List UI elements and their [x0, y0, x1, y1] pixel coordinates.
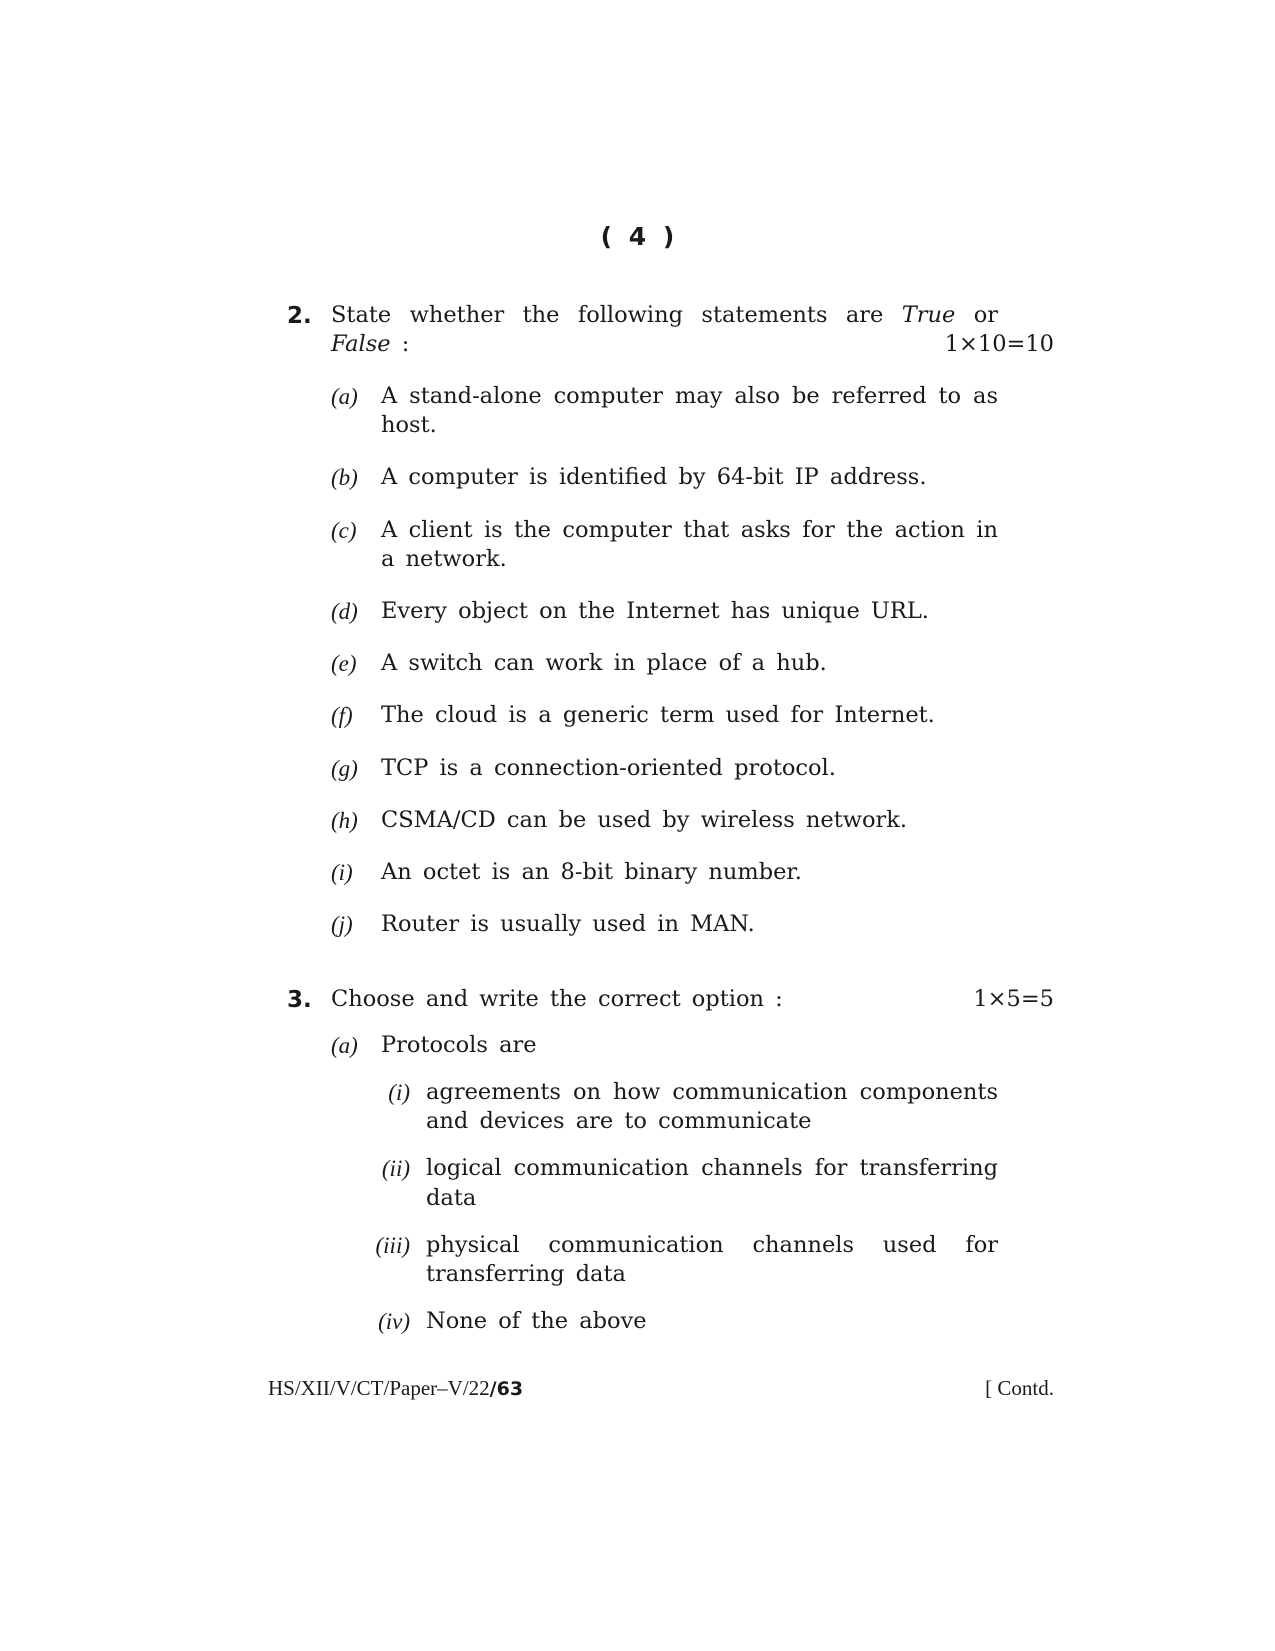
- page-number: ( 4 ): [600, 222, 675, 251]
- item-text-line1: A computer is identified by 64-bit IP address.: [381, 464, 927, 490]
- item-text-line1: Every object on the Internet has unique URL.: [381, 598, 929, 624]
- item-label: (j): [331, 912, 353, 937]
- option-label: (iv): [378, 1309, 410, 1334]
- paper-code-text: HS/XII/V/CT/Paper–V/22: [268, 1376, 490, 1400]
- option-text-line2: transferring data: [426, 1261, 626, 1287]
- paper-code-bold: /63: [489, 1378, 524, 1400]
- question-2-marks: 1×10=10: [944, 331, 1054, 357]
- question-2-text-line1: [331, 300, 998, 331]
- option-text-line2: data: [426, 1185, 477, 1211]
- item-label: (g): [331, 756, 358, 781]
- option-label: (i): [388, 1080, 410, 1105]
- item-label: (d): [331, 599, 358, 624]
- question-2-colon: :: [401, 331, 410, 357]
- question-2-or: or: [973, 302, 998, 328]
- item-text-line1: A switch can work in place of a hub.: [381, 650, 827, 676]
- item-text-line1: Router is usually used in MAN.: [381, 911, 755, 937]
- sub-question-label: (a): [331, 1033, 358, 1058]
- question-2-false: False: [331, 331, 391, 357]
- item-text-line1: The cloud is a generic term used for Internet.: [381, 702, 935, 728]
- option-label: (ii): [381, 1156, 410, 1181]
- option-text-line1: None of the above: [426, 1308, 647, 1334]
- item-text-line2: host.: [381, 412, 437, 438]
- question-3-text: Choose and write the correct option :: [331, 986, 783, 1012]
- option-text-line1: physical communication channels used for: [426, 1232, 998, 1258]
- item-text-line2: a network.: [381, 546, 507, 572]
- question-2-text-line2: [331, 329, 409, 360]
- item-label: (e): [331, 651, 357, 676]
- item-text-line1: CSMA/CD can be used by wireless network.: [381, 807, 908, 833]
- question-2-true: True: [901, 302, 956, 328]
- item-label: (a): [331, 384, 358, 409]
- item-text-line1: An octet is an 8-bit binary number.: [381, 859, 802, 885]
- item-label: (b): [331, 465, 358, 490]
- item-label: (c): [331, 518, 357, 543]
- question-2-number: 2.: [287, 303, 312, 329]
- question-3-marks: 1×5=5: [973, 986, 1054, 1012]
- option-text-line1: logical communication channels for transferring: [426, 1155, 998, 1181]
- item-text-line1: A stand-alone computer may also be referred to as: [381, 383, 998, 409]
- item-label: (f): [331, 703, 353, 728]
- option-label: (iii): [375, 1233, 410, 1258]
- paper-code: [268, 1375, 523, 1402]
- continued-marker: [ Contd.: [985, 1376, 1054, 1400]
- question-3-number: 3.: [287, 987, 312, 1013]
- option-text-line1: agreements on how communication components: [426, 1079, 998, 1105]
- sub-question-text: Protocols are: [381, 1032, 537, 1058]
- item-label: (i): [331, 860, 353, 885]
- option-text-line2: and devices are to communicate: [426, 1108, 812, 1134]
- item-text-line1: A client is the computer that asks for the action in: [381, 517, 998, 543]
- item-text-line1: TCP is a connection-oriented protocol.: [381, 755, 836, 781]
- item-label: (h): [331, 808, 358, 833]
- question-2-text: State whether the following statements are: [331, 302, 884, 328]
